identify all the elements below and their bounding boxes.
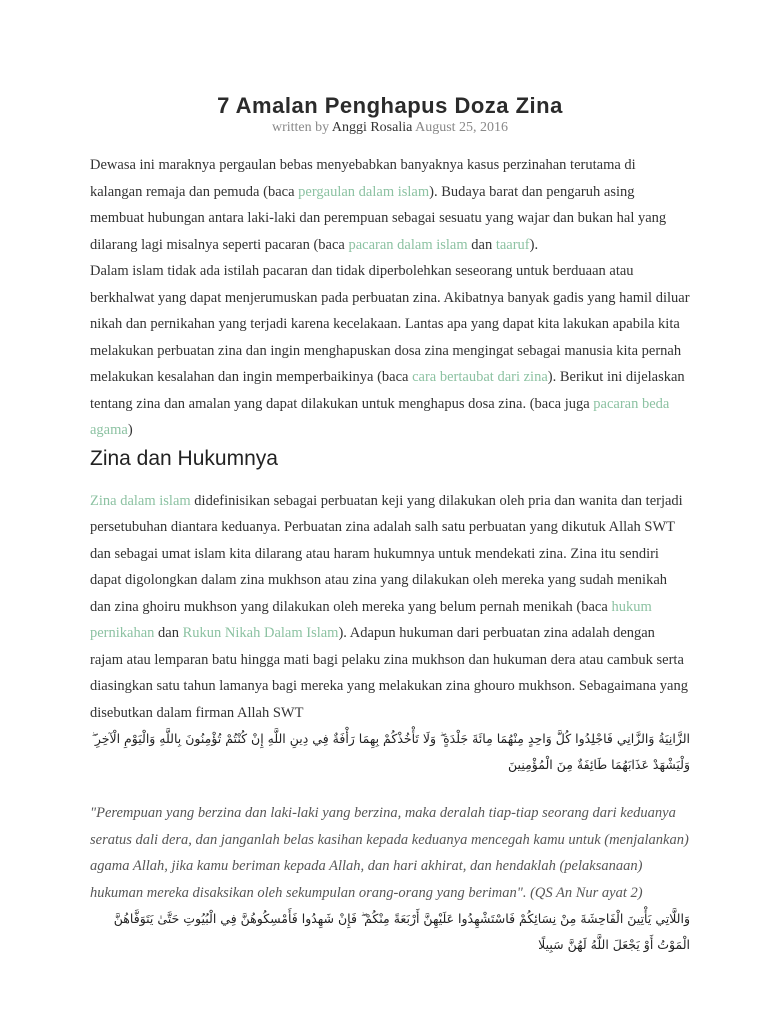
article-title: 7 Amalan Penghapus Doza Zina: [217, 93, 563, 118]
second-paragraph: [90, 258, 690, 444]
section-heading: Zina dan Hukumnya: [90, 446, 278, 470]
inline-link[interactable]: pergaulan dalam islam: [298, 183, 430, 200]
arabic-verse-an-nur-2: الزَّانِيَةُ وَالزَّانِي فَاجْلِدُوا كُلَّ وَاحِدٍ مِنْهُمَا مِائَةَ جَلْدَةٍ ۖ وَلَا تَأْخُذْكُمْ بِهِمَا رَأْفَةٌ فِي دِينِ اللَّهِ إِنْ كُنْتُمْ تُؤْمِنُونَ بِاللَّهِ وَالْيَوْمِ الْآخِرِ ۖ وَلْيَشْهَدْ عَذَابَهُمَا طَائِفَةٌ مِنَ الْمُؤْمِنِينَ: [91, 731, 690, 772]
paragraph-text: ). Budaya barat dan pengaruh asing membuat hubungan antara laki-laki dan perempuan sebagai sesuatu yang wajar dan bukan hal yang dilarang lagi misalnya seperti pacaran (baca: [90, 183, 667, 253]
inline-link[interactable]: Rukun Nikah Dalam Islam: [182, 625, 339, 641]
paragraph-text: ). Berikut ini dijelaskan tentang zina dan amalan yang dapat dilakukan untuk menghapus dosa zina. (baca juga: [90, 369, 685, 412]
paragraph-text: Dalam islam tidak ada istilah pacaran dan tidak diperbolehkan seseorang untuk berduaan atau berkhalwat yang dapat menjerumuskan pada perbuatan zina. Akibatnya banyak gadis yang hamil diluar nikah dan pernikahan yang terjadi karena kecelakaan. Lantas apa yang dapat kita lakukan apabila kita melakukan perbuatan zina dan ingin menghapuskan dosa zina mengingat sebagai manusia kita pernah melakukan kesalahan dan ingin memperbaikinya (baca: [90, 263, 690, 385]
paragraph-text: didefinisikan sebagai perbuatan keji yang dilakukan oleh pria dan wanita dan terjadi persetubuhan diantara keduanya. Perbuatan zina adalah salh satu perbuatan yang dikutuk Allah SWT dan sebagai umat islam kita dilarang atau haram hukumnya untuk mendekati zina. Zina itu sendiri dapat digolongkan dalam zina mukhson atau zina yang dilakukan oleh mereka yang sudah menikah dan zina ghoiru mukhson yang dilakukan oleh mereka yang belum pernah menikah (baca: [90, 492, 683, 615]
paragraph-text: dan: [467, 236, 496, 253]
byline-prefix: written by: [271, 120, 330, 135]
inline-link[interactable]: cara bertaubat dari zina: [412, 369, 548, 385]
inline-link[interactable]: Zina dalam islam: [90, 492, 191, 509]
paragraph-text: ). Adapun hukuman dari perbuatan zina adalah dengan rajam atau lemparan batu hingga mati bagi pelaku zina mukhson dan hukuman dera atau cambuk serta diasingkan satu tahun lamanya bagi mereka yang melakukan zina ghouro mukhson. Sebagaimana yang disebutkan dalam firman Allah SWT: [90, 625, 688, 721]
inline-link[interactable]: taaruf: [495, 236, 530, 253]
article: [90, 0, 690, 958]
intro-paragraph: [90, 152, 690, 258]
byline: [90, 119, 690, 137]
inline-link[interactable]: pacaran beda agama: [90, 395, 670, 438]
inline-link[interactable]: pacaran dalam islam: [348, 236, 468, 253]
paragraph-text: Dewasa ini maraknya pergaulan bebas menyebabkan banyaknya kasus perzinahan terutama di kalangan remaja dan pemuda (baca: [90, 157, 636, 200]
paragraph-text: ): [127, 422, 133, 438]
paragraph-text: ).: [529, 236, 539, 253]
zina-definition-paragraph: [90, 488, 690, 727]
paragraph-text: dan: [154, 625, 183, 641]
verse-translation-quote: "Perempuan yang berzina dan laki-laki yang berzina, maka deralah tiap-tiap seorang dari keduanya seratus dali dera, dan janganlah belas kasihan kepada keduanya mencegah kamu untuk (menjalankan) agama Allah, jika kamu beriman kepada Allah, dan hari akhirat, dan hendaklah (pelaksanaan) hukuman mereka disaksikan oleh sekumpulan orang-orang yang beriman". (QS An Nur ayat 2): [90, 805, 689, 901]
publish-date: August 25, 2016: [415, 120, 509, 135]
inline-link[interactable]: hukum pernikahan: [90, 598, 652, 641]
author-link[interactable]: Anggi Rosalia: [331, 120, 413, 135]
arabic-verse-an-nisa-15: وَاللَّاتِي يَأْتِينَ الْفَاحِشَةَ مِنْ نِسَائِكُمْ فَاسْتَشْهِدُوا عَلَيْهِنَّ أَرْبَعَةً مِنْكُمْ ۖ فَإِنْ شَهِدُوا فَأَمْسِكُوهُنَّ فِي الْبُيُوتِ حَتَّىٰ يَتَوَفَّاهُنَّ الْمَوْتُ أَوْ يَجْعَلَ اللَّهُ لَهُنَّ سَبِيلًا: [113, 911, 690, 952]
